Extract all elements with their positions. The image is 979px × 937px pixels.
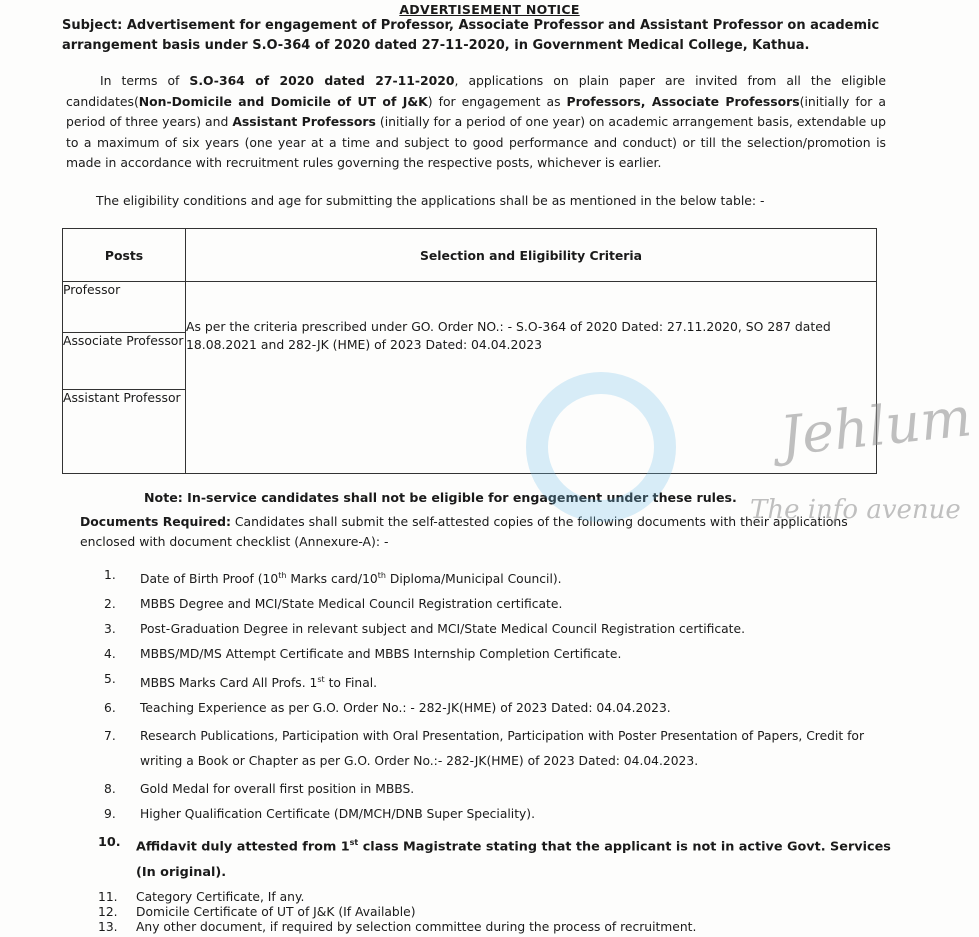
item-text: to Final. [324, 676, 378, 691]
header-posts: Posts [63, 229, 186, 282]
criteria-text-body: As per the criteria prescribed under GO. Order NO.: - S.O-364 of 2020 Dated: 27.11.2020, SO 287 dated 18.08.2021 and 282-JK (HME) of 2023 Dated: 04.04.2023 [186, 318, 831, 352]
item-text: Higher Qualification Certificate (DM/MCH/DNB Super Speciality). [140, 807, 536, 822]
list-item [104, 670, 894, 693]
header-criteria: Selection and Eligibility Criteria [186, 229, 877, 282]
item-number: 9. [104, 807, 116, 822]
item-number: 11. [98, 890, 118, 905]
item-text: MBBS/MD/MS Attempt Certificate and MBBS Internship Completion Certificate. [140, 647, 622, 662]
item-number: 2. [104, 597, 116, 612]
item-number: 1. [104, 568, 116, 582]
item-number: 10. [98, 835, 121, 851]
subject-text: Advertisement for engagement of Professor, Associate Professor and Assistant Professor on academic arrangement basis under S.O-364 of 2020 dated 27-11-2020, in Government Medical College, Kathua. [62, 18, 880, 53]
list-item [104, 780, 894, 799]
post-professor: Professor [63, 282, 186, 333]
item-number: 7. [104, 729, 116, 744]
list-item [98, 830, 894, 886]
item-text: Gold Medal for overall first position in MBBS. [140, 782, 415, 797]
item-text: Category Certificate, If any. [136, 890, 305, 905]
para-bold: Assistant Professors [232, 114, 376, 129]
item-sup: st [349, 838, 359, 848]
para-text: (initially for a period of one year) on academic arrangement basis, extendable up to a maximum of six years (one year at a time and subject to good performance and conduct) or till the selection/promotion is made in accordance with recruitment rules governing the respective posts, whichever is earlier. [66, 114, 886, 170]
item-number: 6. [104, 701, 116, 716]
list-item [104, 645, 894, 664]
list-item [104, 699, 894, 718]
item-text: class Magistrate stating that the applicant is not in active Govt. Services (In original). [136, 839, 891, 881]
item-number: 13. [98, 920, 118, 935]
documents-text: Candidates shall submit the self-attested copies of the following documents with their applications enclosed with document checklist (Annexure-A): - [80, 514, 848, 549]
item-number: 5. [104, 672, 116, 687]
para-bold: Professors, Associate Professors [566, 93, 800, 109]
watermark-circle [526, 372, 676, 522]
item-text: MBBS Marks Card All Profs. 1 [140, 676, 318, 691]
item-number: 3. [104, 622, 116, 637]
list-item [104, 805, 894, 824]
para-bold: Non-Domicile and Domicile of UT of J&K [138, 93, 428, 109]
item-sup: th [377, 571, 386, 580]
item-text: Any other document, if required by selection committee during the process of recruitment. [136, 920, 697, 935]
documents-list [98, 566, 894, 935]
list-item [98, 890, 894, 905]
subject [62, 16, 892, 56]
item-text: Diploma/Municipal Council). [385, 572, 562, 587]
watermark-tagline: The info avenue [750, 495, 961, 525]
list-item [104, 724, 894, 774]
item-number: 4. [104, 647, 116, 662]
item-number: 8. [104, 782, 116, 797]
post-associate-professor: Associate Professor [63, 333, 186, 390]
item-sup: st [317, 675, 325, 685]
notice-title: ADVERTISEMENT NOTICE [399, 2, 580, 17]
subject-label: Subject: [62, 18, 123, 33]
item-text: Post-Graduation Degree in relevant subject and MCI/State Medical Council Registration certificate. [140, 622, 745, 637]
documents-label: Documents Required: [80, 514, 231, 529]
list-item [98, 920, 894, 935]
note: Note: In-service candidates shall not be eligible for engagement under these rules. [144, 490, 737, 505]
para-text: ) for engagement as [427, 93, 567, 109]
item-text: Marks card/10 [286, 572, 378, 587]
post-assistant-professor: Assistant Professor [63, 390, 186, 474]
para-text: , applications on plain paper are invited from all the eligible candidates( [66, 73, 886, 109]
para-text: (initially for a period of three years) and [66, 93, 886, 129]
list-item [104, 595, 894, 614]
criteria-table [62, 228, 877, 474]
list-item [98, 905, 894, 920]
item-text: Research Publications, Participation with Oral Presentation, Participation with Poster Presentation of Papers, Credit for writing a Book or Chapter as per G.O. Order No.:- 282-JK(HME) of 2023 Dated: 04.04.2023. [140, 729, 865, 769]
eligibility-intro: The eligibility conditions and age for submitting the applications shall be as mentioned in the below table: - [96, 193, 765, 208]
para-bold: S.O-364 of 2020 dated 27-11-2020 [189, 73, 455, 88]
item-number: 12. [98, 905, 118, 920]
watermark-logo-text: Jehlum [777, 385, 975, 468]
item-text: Domicile Certificate of UT of J&K (If Available) [136, 905, 416, 920]
item-text: Affidavit duly attested from 1 [136, 839, 350, 855]
para-text: In terms of [100, 73, 190, 88]
list-item [104, 620, 894, 639]
item-text: Date of Birth Proof (10 [140, 572, 279, 587]
item-sup: th [278, 571, 287, 580]
intro-paragraph [66, 71, 886, 174]
item-text: MBBS Degree and MCI/State Medical Council Registration certificate. [140, 597, 563, 612]
table-row [63, 282, 877, 333]
item-text: Teaching Experience as per G.O. Order No.: - 282-JK(HME) of 2023 Dated: 04.04.2023. [140, 701, 671, 716]
table-header-row [63, 229, 877, 282]
list-item [104, 566, 894, 589]
